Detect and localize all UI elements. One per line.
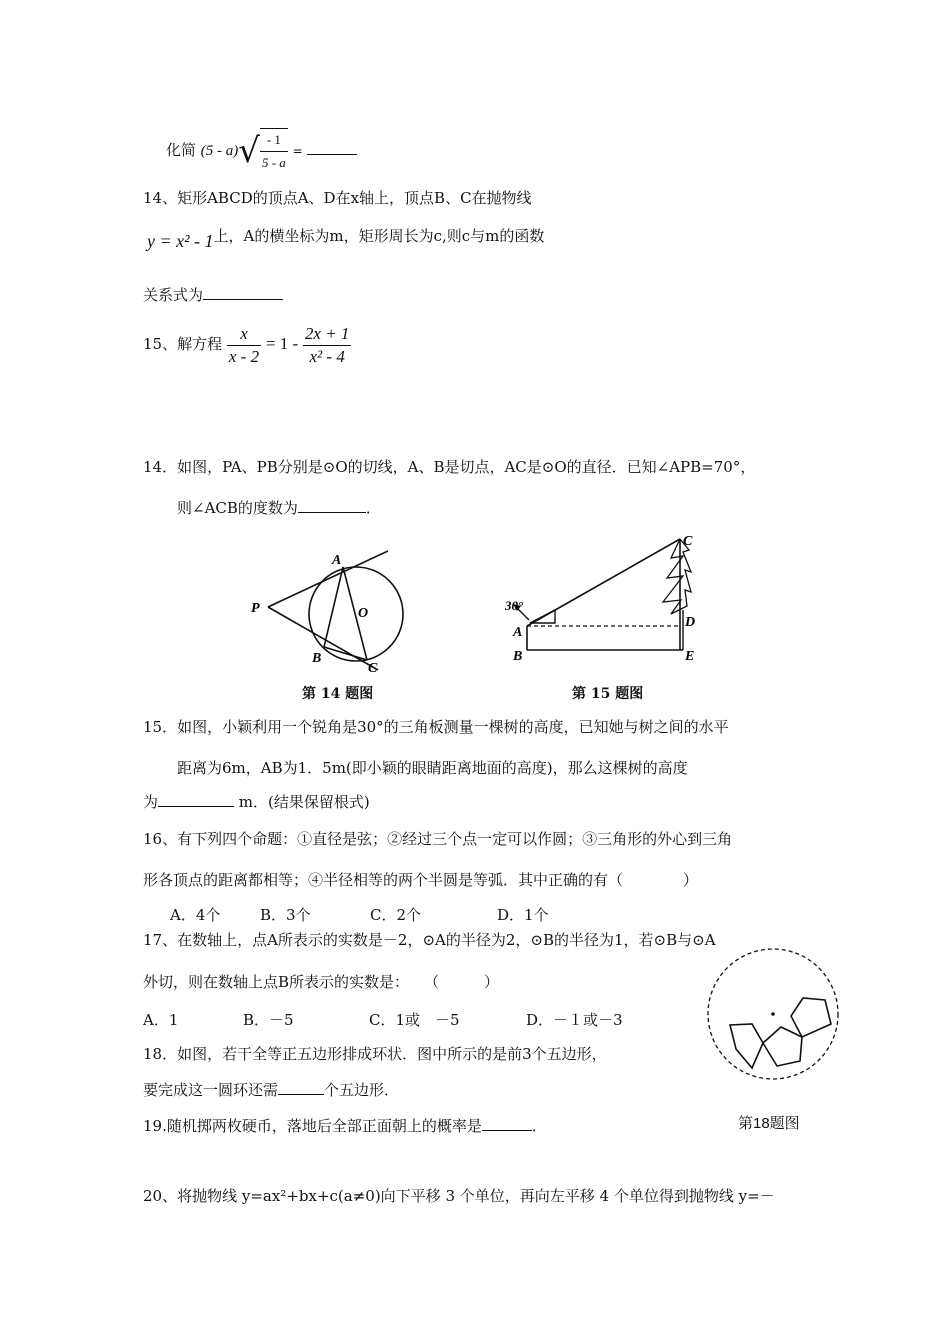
q17-line2: 外切，则在数轴上点B所表示的实数是： （ ） <box>143 973 500 991</box>
tree-foliage <box>663 539 691 614</box>
label-d15: D <box>685 615 696 630</box>
q13-frac-den: 5 - a <box>261 155 286 170</box>
q15a-f1-num: x <box>227 323 261 346</box>
q13-line <box>166 128 357 174</box>
center-dot <box>771 1012 775 1016</box>
figure-14 <box>248 548 428 688</box>
pentagon-2b <box>763 1023 807 1069</box>
q15b-line3-prefix: 为 <box>143 793 159 811</box>
q14a-answer-blank[interactable] <box>203 285 283 300</box>
fig18-caption: 第18题图 <box>738 1115 800 1132</box>
label-a15: A <box>513 625 523 640</box>
q17-line1: 17、在数轴上，点A所表示的实数是－2，⊙A的半径为2，⊙B的半径为1，若⊙B与⊙A <box>143 931 716 949</box>
q19-prefix: 19.随机掷两枚硬币，落地后全部正面朝上的概率是 <box>143 1117 482 1135</box>
q17-option-b[interactable]: B．－5 <box>243 1011 294 1029</box>
q20-line: 20、将抛物线 y=ax²+bx+c(a≠0)向下平移 3 个单位，再向左平移 4 个单位得到抛物线 y=－ <box>143 1187 775 1205</box>
q19-answer-blank[interactable] <box>482 1116 532 1131</box>
figure-15 <box>505 530 705 670</box>
q18-answer-blank[interactable] <box>278 1080 324 1095</box>
q15b-line3 <box>143 792 370 812</box>
q17-option-c[interactable]: C．1或 －5 <box>369 1011 460 1029</box>
label-p: P <box>251 601 260 616</box>
q14a-formula: y = x² - 1 <box>147 231 214 251</box>
label-c15: C <box>683 534 693 549</box>
q15b-line3-suffix: m．(结果保留根式) <box>238 793 370 811</box>
triangle-board <box>530 610 555 623</box>
q13-frac-num: - 1 <box>260 129 288 152</box>
label-b15: B <box>513 649 523 664</box>
q15a-line <box>143 320 351 368</box>
q17-option-d[interactable]: D．－１或－3 <box>526 1011 623 1029</box>
label-b: B <box>312 651 322 666</box>
q15a-frac1 <box>227 323 261 368</box>
q15a-f2-num: 2x + 1 <box>303 323 352 346</box>
label-c: C <box>368 661 378 676</box>
fig15-caption: 第 15 题图 <box>572 686 644 702</box>
q15a-frac2 <box>303 323 352 368</box>
q16-option-a[interactable]: A．4个 <box>170 906 221 924</box>
q15a-f1-den: x - 2 <box>228 346 260 366</box>
q16-line2: 形各顶点的距离都相等；④半径相等的两个半圆是等弧．其中正确的有（ ） <box>143 871 699 889</box>
q14b-answer-blank[interactable] <box>298 498 366 513</box>
q14a-line1: 14、矩形ABCD的顶点A、D在x轴上，顶点B、C在抛物线 <box>143 189 532 207</box>
q13-answer-blank[interactable] <box>307 140 357 155</box>
sqrt-sign: √ <box>238 131 260 171</box>
q18-line2 <box>143 1080 399 1100</box>
q16-option-c[interactable]: C．2个 <box>370 906 422 924</box>
q15b-answer-blank[interactable] <box>158 792 234 807</box>
pentagon-middle <box>763 1027 802 1066</box>
q19-line <box>143 1116 547 1136</box>
q18-line1: 18．如图，若干全等正五边形排成环状．图中所示的是前3个五边形， <box>143 1045 607 1063</box>
q14b-line2 <box>177 498 381 518</box>
q15a-mid: = 1 - <box>265 334 299 353</box>
pentagon-top <box>791 998 831 1037</box>
pentagon-1 <box>730 1024 763 1068</box>
q18-line2-prefix: 要完成这一圆环还需 <box>143 1081 279 1099</box>
q13-expr-left: (5 - a) <box>200 143 239 159</box>
q19-suffix: ． <box>531 1117 547 1135</box>
q13-fraction <box>260 128 288 174</box>
q16-line1: 16、有下列四个命题：①直径是弦；②经过三个点一定可以作圆；③三角形的外心到三角 <box>143 830 733 848</box>
q15b-line2: 距离为6m，AB为1．5m(即小颖的眼睛距离地面的高度)，那么这棵树的高度 <box>177 759 688 777</box>
q18-line2-suffix: 个五边形． <box>324 1081 400 1099</box>
fig14-caption: 第 14 题图 <box>302 686 374 702</box>
figure-18 <box>695 948 845 1098</box>
q14a-text: 上，A的横坐标为m，矩形周长为c,则c与m的函数 <box>213 227 545 245</box>
q15a-f2-den: x² - 4 <box>309 346 345 366</box>
q16-option-d[interactable]: D．1个 <box>497 906 549 924</box>
q14b-line1: 14．如图，PA、PB分别是⊙O的切线，A、B是切点，AC是⊙O的直径．已知∠APB=70°， <box>143 458 756 476</box>
label-a: A <box>332 553 342 568</box>
q16-option-b[interactable]: B．3个 <box>260 906 311 924</box>
tangent-pa <box>268 551 388 607</box>
label-e15: E <box>685 649 695 664</box>
q13-prefix: 化简 <box>166 141 197 159</box>
q14a-line3-text: 关系式为 <box>143 286 204 304</box>
q13-equals: = <box>292 144 303 158</box>
q15b-line1: 15．如图，小颖利用一个锐角是30°的三角板测量一棵树的高度，已知她与树之间的水平 <box>143 718 729 736</box>
q14b-line2-text: 则∠ACB的度数为 <box>177 499 298 517</box>
label-30: 30° <box>505 598 524 613</box>
q17-option-a[interactable]: A．1 <box>143 1011 179 1029</box>
q14a-line3 <box>143 285 283 305</box>
q14b-line2-end: ． <box>365 499 381 517</box>
label-o: O <box>358 606 369 621</box>
q15a-prefix: 15、解方程 <box>143 335 223 353</box>
q14a-line2 <box>147 226 544 252</box>
